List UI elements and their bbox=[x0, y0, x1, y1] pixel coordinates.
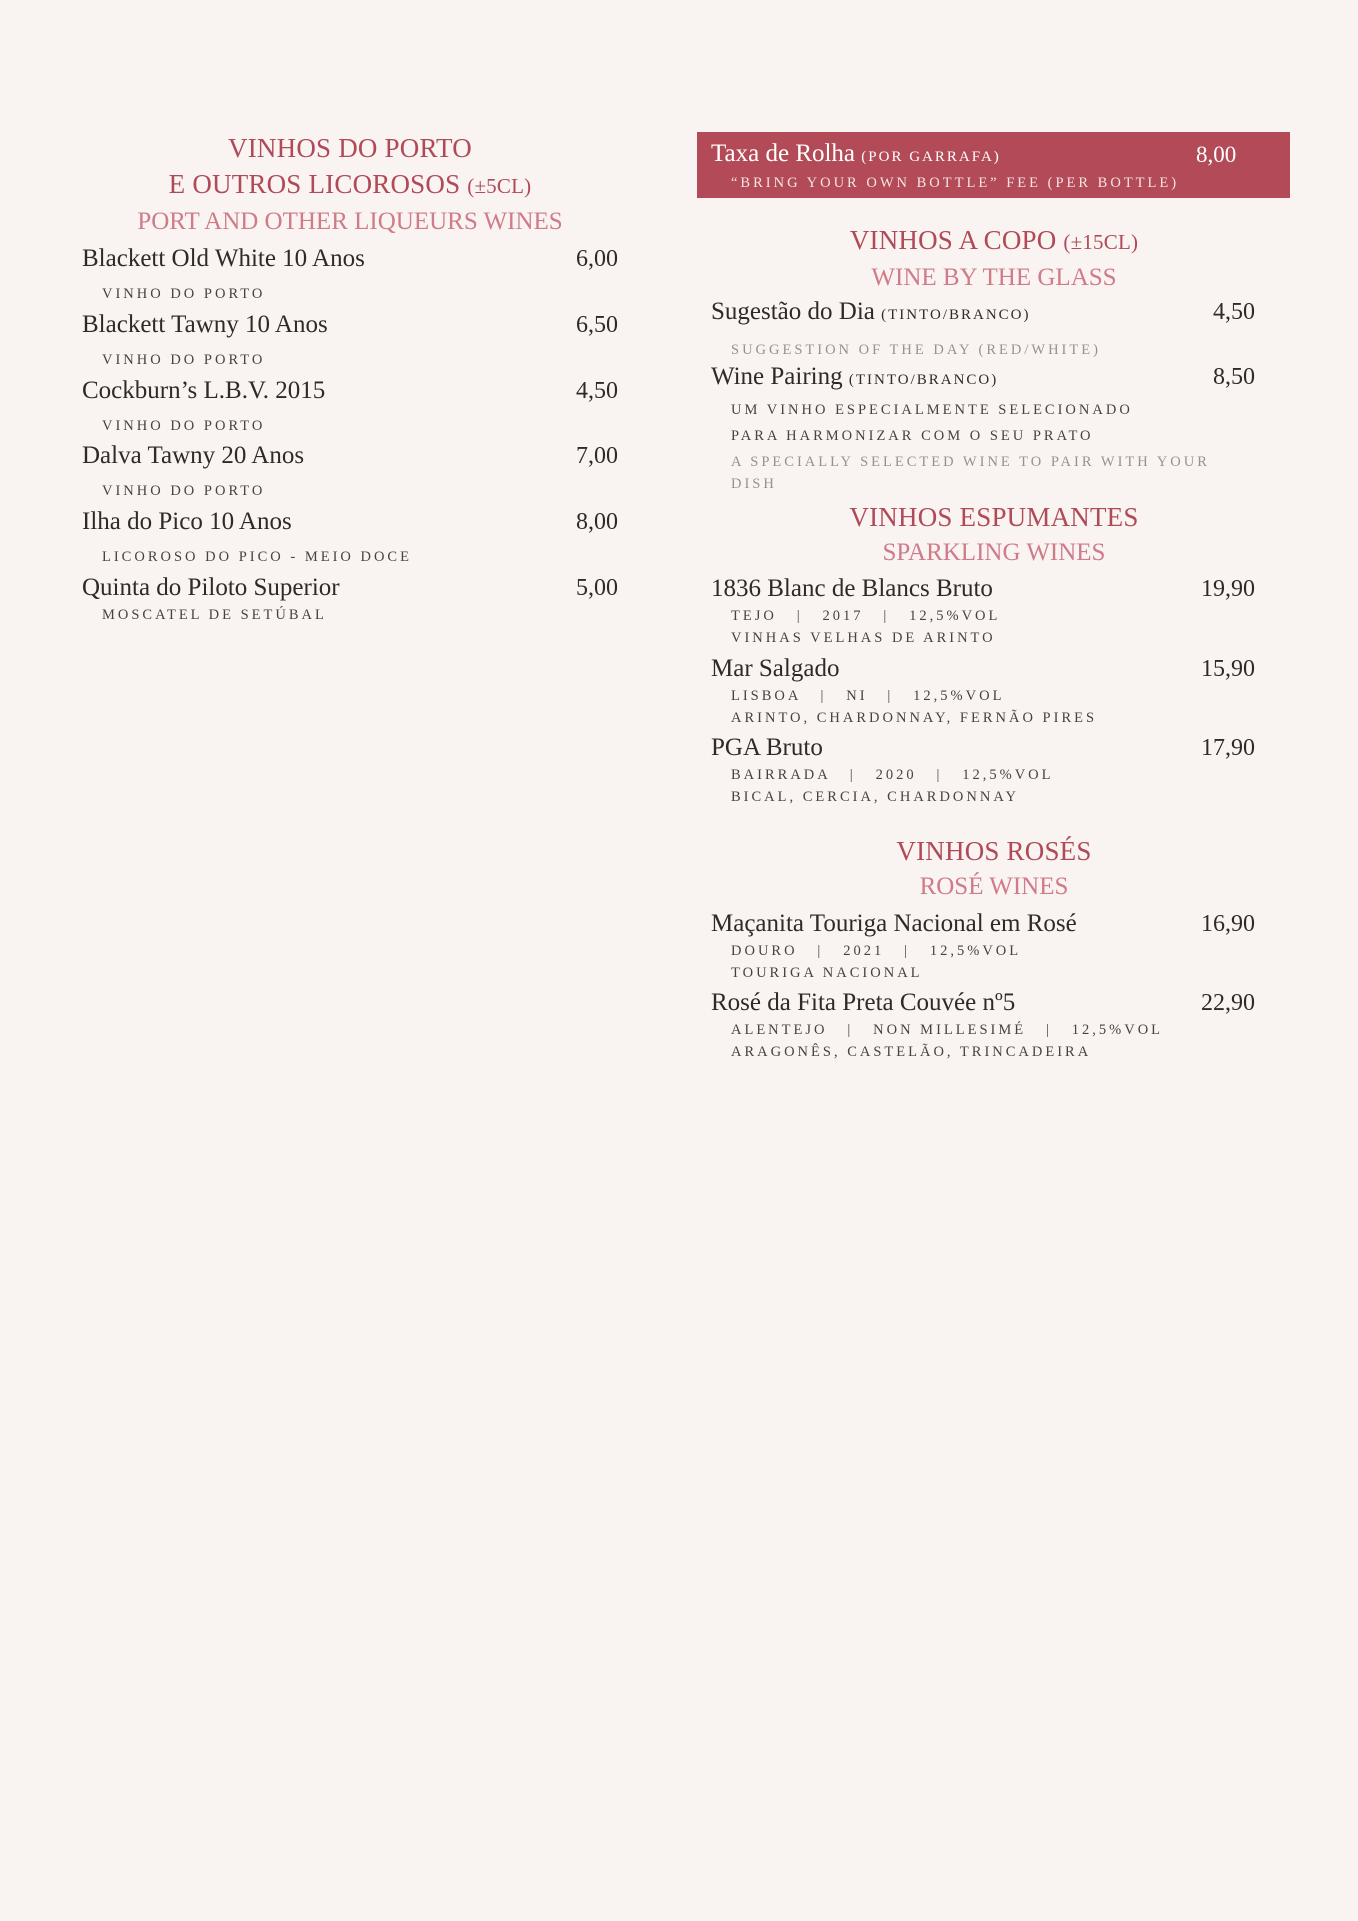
wine-grapes: ARINTO, CHARDONNAY, FERNÃO PIRES bbox=[731, 710, 1098, 726]
wine-desc-en: A SPECIALLY SELECTED WINE TO PAIR WITH YOUR DISH bbox=[731, 454, 1210, 492]
wine-price: 16,90 bbox=[1201, 911, 1255, 937]
list-item bbox=[82, 506, 618, 568]
port-subtitle: PORT AND OTHER LIQUEURS WINES bbox=[137, 208, 563, 235]
wine-name: Wine Pairing bbox=[711, 363, 843, 390]
sparkling-header bbox=[697, 499, 1291, 571]
list-item bbox=[711, 908, 1255, 984]
wine-desc: VINHO DO PORTO bbox=[102, 483, 266, 499]
wine-name: Cockburn’s L.B.V. 2015 bbox=[82, 377, 326, 404]
wine-name: Sugestão do Dia bbox=[711, 298, 875, 325]
wine-price: 7,00 bbox=[576, 443, 618, 469]
wine-name: Ilha do Pico 10 Anos bbox=[82, 508, 292, 535]
port-title-line2 bbox=[82, 166, 618, 204]
wine-region: DOURO | 2021 | 12,5%VOL bbox=[731, 943, 1022, 959]
wine-desc: SUGGESTION OF THE DAY (RED/WHITE) bbox=[731, 342, 1101, 358]
list-item bbox=[82, 243, 618, 305]
wine-name: Quinta do Piloto Superior bbox=[82, 574, 340, 601]
wine-grapes: ARAGONÊS, CASTELÃO, TRINCADEIRA bbox=[731, 1044, 1092, 1060]
list-item bbox=[711, 653, 1255, 729]
list-item bbox=[711, 573, 1255, 649]
port-title-line1: VINHOS DO PORTO bbox=[228, 133, 472, 163]
wine-tag: (TINTO/BRANCO) bbox=[881, 307, 1031, 323]
glass-header bbox=[697, 222, 1291, 296]
wine-region: LISBOA | NI | 12,5%VOL bbox=[731, 688, 1005, 704]
glass-subtitle: WINE BY THE GLASS bbox=[871, 264, 1117, 291]
wine-price: 22,90 bbox=[1201, 990, 1255, 1016]
wine-name: Blackett Old White 10 Anos bbox=[82, 245, 365, 272]
wine-name: Dalva Tawny 20 Anos bbox=[82, 442, 305, 469]
wine-price: 19,90 bbox=[1201, 576, 1255, 602]
corkage-title: Taxa de Rolha bbox=[711, 140, 856, 167]
wine-grapes: TOURIGA NACIONAL bbox=[731, 965, 923, 981]
corkage-name bbox=[711, 138, 1001, 173]
glass-title-volume: (±15CL) bbox=[1063, 230, 1139, 254]
wine-region: ALENTEJO | NON MILLESIMÉ | 12,5%VOL bbox=[731, 1022, 1164, 1038]
wine-name: Maçanita Touriga Nacional em Rosé bbox=[711, 910, 1077, 937]
wine-desc: VINHO DO PORTO bbox=[102, 286, 266, 302]
wine-name-line bbox=[711, 361, 1255, 396]
rose-title: VINHOS ROSÉS bbox=[896, 836, 1092, 866]
wine-name: 1836 Blanc de Blancs Bruto bbox=[711, 575, 993, 602]
wine-grapes: VINHAS VELHAS DE ARINTO bbox=[731, 630, 996, 646]
wine-price: 15,90 bbox=[1201, 656, 1255, 682]
wine-desc-pt-1: UM VINHO ESPECIALMENTE SELECIONADO bbox=[731, 402, 1133, 418]
wine-desc: MOSCATEL DE SETÚBAL bbox=[102, 607, 327, 623]
corkage-banner bbox=[697, 132, 1290, 198]
wine-region: BAIRRADA | 2020 | 12,5%VOL bbox=[731, 767, 1054, 783]
wine-price: 6,50 bbox=[576, 312, 618, 338]
wine-price: 8,00 bbox=[576, 509, 618, 535]
list-item bbox=[711, 296, 1255, 361]
wine-price: 17,90 bbox=[1201, 735, 1255, 761]
corkage-desc: “BRING YOUR OWN BOTTLE” FEE (PER BOTTLE) bbox=[731, 175, 1180, 191]
list-item bbox=[82, 572, 618, 626]
wine-price: 5,00 bbox=[576, 575, 618, 601]
list-item bbox=[82, 375, 618, 437]
wine-price: 4,50 bbox=[1213, 299, 1255, 325]
list-item bbox=[711, 361, 1255, 495]
wine-price: 6,00 bbox=[576, 246, 618, 272]
wine-desc: VINHO DO PORTO bbox=[102, 352, 266, 368]
sparkling-title: VINHOS ESPUMANTES bbox=[849, 502, 1139, 532]
glass-title-line bbox=[697, 222, 1291, 260]
wine-name: PGA Bruto bbox=[711, 734, 823, 761]
rose-subtitle: ROSÉ WINES bbox=[919, 873, 1069, 900]
wine-grapes: BICAL, CERCIA, CHARDONNAY bbox=[731, 789, 1019, 805]
wine-price: 8,50 bbox=[1213, 364, 1255, 390]
sparkling-subtitle: SPARKLING WINES bbox=[882, 539, 1106, 566]
glass-title: VINHOS A COPO bbox=[849, 225, 1057, 255]
list-item bbox=[82, 440, 618, 502]
wine-desc: VINHO DO PORTO bbox=[102, 418, 266, 434]
list-item bbox=[82, 309, 618, 371]
wine-name-line bbox=[711, 296, 1255, 331]
corkage-price: 8,00 bbox=[1196, 142, 1237, 167]
wine-name: Blackett Tawny 10 Anos bbox=[82, 311, 328, 338]
wine-region: TEJO | 2017 | 12,5%VOL bbox=[731, 608, 1001, 624]
rose-header bbox=[697, 833, 1291, 905]
list-item bbox=[711, 732, 1255, 808]
wine-name: Rosé da Fita Preta Couvée nº5 bbox=[711, 989, 1016, 1016]
port-title-main: E OUTROS LICOROSOS bbox=[168, 169, 461, 199]
wine-price: 4,50 bbox=[576, 378, 618, 404]
port-title-volume: (±5CL) bbox=[467, 174, 532, 198]
list-item bbox=[711, 987, 1255, 1063]
wine-name: Mar Salgado bbox=[711, 655, 840, 682]
wine-desc: LICOROSO DO PICO - MEIO DOCE bbox=[102, 549, 412, 565]
wine-tag: (TINTO/BRANCO) bbox=[848, 372, 999, 388]
corkage-tag: (POR GARRAFA) bbox=[861, 149, 1001, 165]
wine-desc-pt-2: PARA HARMONIZAR COM O SEU PRATO bbox=[731, 428, 1094, 444]
